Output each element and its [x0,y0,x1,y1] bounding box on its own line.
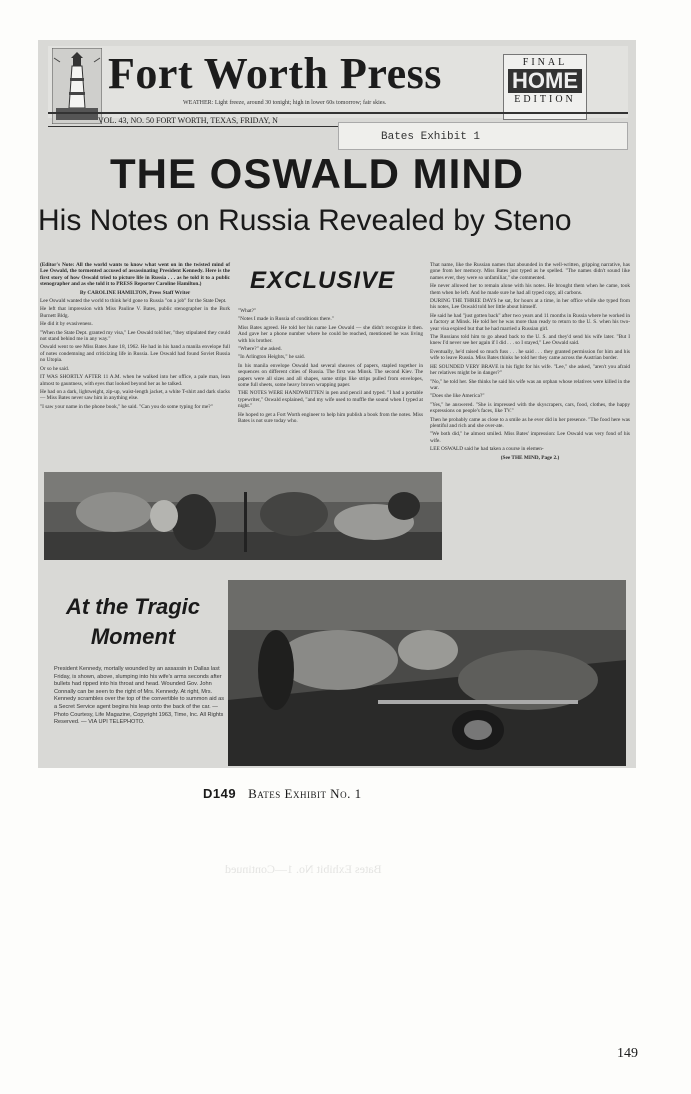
column-paragraph: Then he probably came as close to a smile as he ever did in her presence. "The food here was plentiful and rich and she over-ate. [430,416,630,429]
column-paragraph: LEE OSWALD said he had taken a course in elemen- [430,446,544,453]
column-paragraph: "No," he told her. She thinks he said his wife was an orphan whose relatives were killed in the war. [430,378,630,391]
column-paragraph: Oswald went to see Miss Bates June 18, 1962. He had in his hand a manila envelope full of notes condemning and criticizing life in Russia. Lee Oswald had found Soviet Russia no Utopia. [40,344,230,364]
column-paragraph: Or so he said. [40,365,70,372]
newspaper-clipping [38,40,636,768]
column-paragraph: "Notes I made in Russia of conditions there." [238,316,334,323]
headline: THE OSWALD MIND [110,150,524,197]
column-paragraph: Eventually, he'd raised so much fuss . . . he said . . . they granted permission for him and his wife to leave Russia. Miss Bates thinks he told her they came across the Austrian border. [430,348,630,362]
column-paragraph: "Does she like America?" [430,393,485,400]
column-paragraph: IT WAS SHORTLY AFTER 11 A.M. when he walked into her office, a pale man, lean almost to gauntness, with eyes that looked beyond her as he talked. [40,374,230,387]
photo-section-title [58,592,208,652]
column-paragraph: THE NOTES WERE HANDWRITTEN in pen and pencil and typed. "I had a portable typewriter," Oswald explained, "and my wife used to muffle the sound when I typed at night." [238,390,423,410]
edition-label: EDITION [514,94,576,105]
motorcade-photo-bottom [228,580,626,766]
column-paragraph: He did it by evasiveness. [40,321,93,328]
column-paragraph: He never allowed her to remain alone with his notes. He brought them when he came, took them when he left. And he made sure he had all typed copy, all carbons. [430,283,630,296]
dateline: VOL. 43, NO. 50 FORT WORTH, TEXAS, FRIDAY, N [98,116,278,125]
reverse-bleed-text: Bates Exhibit No. 1—Continued [225,862,382,876]
column-paragraph: The Russians told him to go ahead back to the U. S. and they'd send his wife later. "But I knew I'd never see her again if I did . . . so I stayed," Lee Oswald said. [430,334,630,347]
exhibit-title: Bates Exhibit No. 1 [248,786,362,801]
article-column-1 [40,262,230,412]
weather-line: WEATHER: Light freeze, around 30 tonight; high in lower 60s tomorrow; fair skies. [183,100,387,106]
column-paragraph: "When the State Dept. granted my visa," Lee Oswald told her, "they stipulated they could not stand behind me in any way." [40,329,230,343]
edition-box [503,54,587,120]
exclusive-banner: EXCLUSIVE [250,267,396,294]
column-paragraph: "Yes," he answered. "She is impressed with the skyscrapers, cars, food, clothes, the happy expressions on people's faces, like TV." [430,401,630,415]
column-paragraph: Miss Bates agreed. He told her his name Lee Oswald — she didn't recognize it then. And gave her a phone number where he could be reached, mentioned he was living with his brother. [238,324,423,344]
photo-title-line-1: At the Tragic [65,594,201,619]
column-paragraph: "I saw your name in the phone book," he said. "Can you do some typing for me?" [40,403,213,410]
column-paragraph: In his manila envelope Oswald had several sheaves of papers, stapled together in sequences on different cities of Russia. The first was Minsk. The second Kiev. The papers were all sizes and all shapes, some strips like strips pulled from envelopes, some full sheets, some heavy brown wrapping paper. [238,362,423,389]
column-paragraph: HE SOUNDED VERY BRAVE in his fight for his wife. "Lee," she asked, "aren't you afraid her relatives might be in danger?" [430,363,630,377]
masthead [48,46,628,118]
edition-final: FINAL [522,57,568,68]
exhibit-code: D149 [203,786,237,801]
column-paragraph: He hoped to get a Fort Worth engineer to help him publish a book from the notes. Miss Bates is not sure today who. [238,411,423,425]
exhibit-label: Bates Exhibit 1 [338,122,628,150]
page-exhibit-caption [203,786,362,802]
subhead: His Notes on Russia Revealed by Steno [38,204,572,237]
motorcade-photo-top [44,472,442,560]
column-paragraph: "What?" [238,308,257,314]
column-paragraph: "In Arlington Heights," he said. [238,354,305,361]
edition-home: HOME [508,69,582,93]
column-paragraph: He had on a dark, lightweight, zip-up, waist-length jacket, a white T-shirt and dark slacks — Miss Bates never saw him in anything else. [40,388,230,402]
column-paragraph: He said he had "just gotten back" after two years and 11 months in Russia where he worked in a factory at Minsk. He told her he was more than ready to return to the U. S. when his two-year visa expired but that he had married a Russian girl. [430,312,630,332]
column-paragraph: Lee Oswald wanted the world to think he'd gone to Russia "on a job" for the State Dept. [40,298,227,305]
byline: By CAROLINE HAMILTON, Press Staff Writer [79,289,191,296]
continued-note: (See THE MIND, Page 2.) [500,454,560,461]
article-column-2 [238,308,423,427]
masthead-rule [48,112,628,114]
column-paragraph: "Where?" she asked. [238,346,282,353]
page-number: 149 [617,1046,638,1061]
photo-caption: President Kennedy, mortally wounded by an assassin in Dallas last Friday, is shown, above, slumping into his wife's arms seconds after bullets had ripped into his throat and head. Wounded Gov. John Connally can be seen to the right of Mrs. Kennedy. At right, Mrs. Kennedy scrambles over the top of the convertible to summon aid as a Secret Service agent begins his leap onto the back of the car. — Photo Courtesy, Life Magazine, Copyright 1963, Time, Inc. All Rights Reserved. — VIA UPI TELEPHOTO. [54,666,225,726]
column-paragraph: "We both did," he almost smiled. Miss Bates' impression: Lee Oswald was very fond of his wife. [430,431,630,444]
photo-title-line-2: Moment [90,624,176,649]
column-paragraph: That name, like the Russian names that abounded in the well-written, gripping narrative, has gone from her memory. Miss Bates just typed as he spelled. "The names didn't sound like names ever, they were so unfamiliar," she commented. [430,262,630,281]
column-paragraph: He left that impression with Miss Pauline V. Bates, public stenographer in the Burk Burnett Bldg. [40,306,230,319]
column-paragraph: DURING THE THREE DAYS he sat, for hours at a time, in her office while she typed from his notes, Lee Oswald told her little about himself. [430,298,630,311]
article-column-3 [430,262,630,463]
column-paragraph: (Editor's Note: All the world wants to know what went on in the twisted mind of Lee Oswald, the tormented accused of assassinating President Kennedy. Here is the first story of how Oswald tried to picture life in Russia . . . as he told it to a public stenographer and as she told it to PRESS Reporter Caroline Hamilton.) [40,262,230,288]
masthead-title: Fort Worth Press [108,49,442,98]
